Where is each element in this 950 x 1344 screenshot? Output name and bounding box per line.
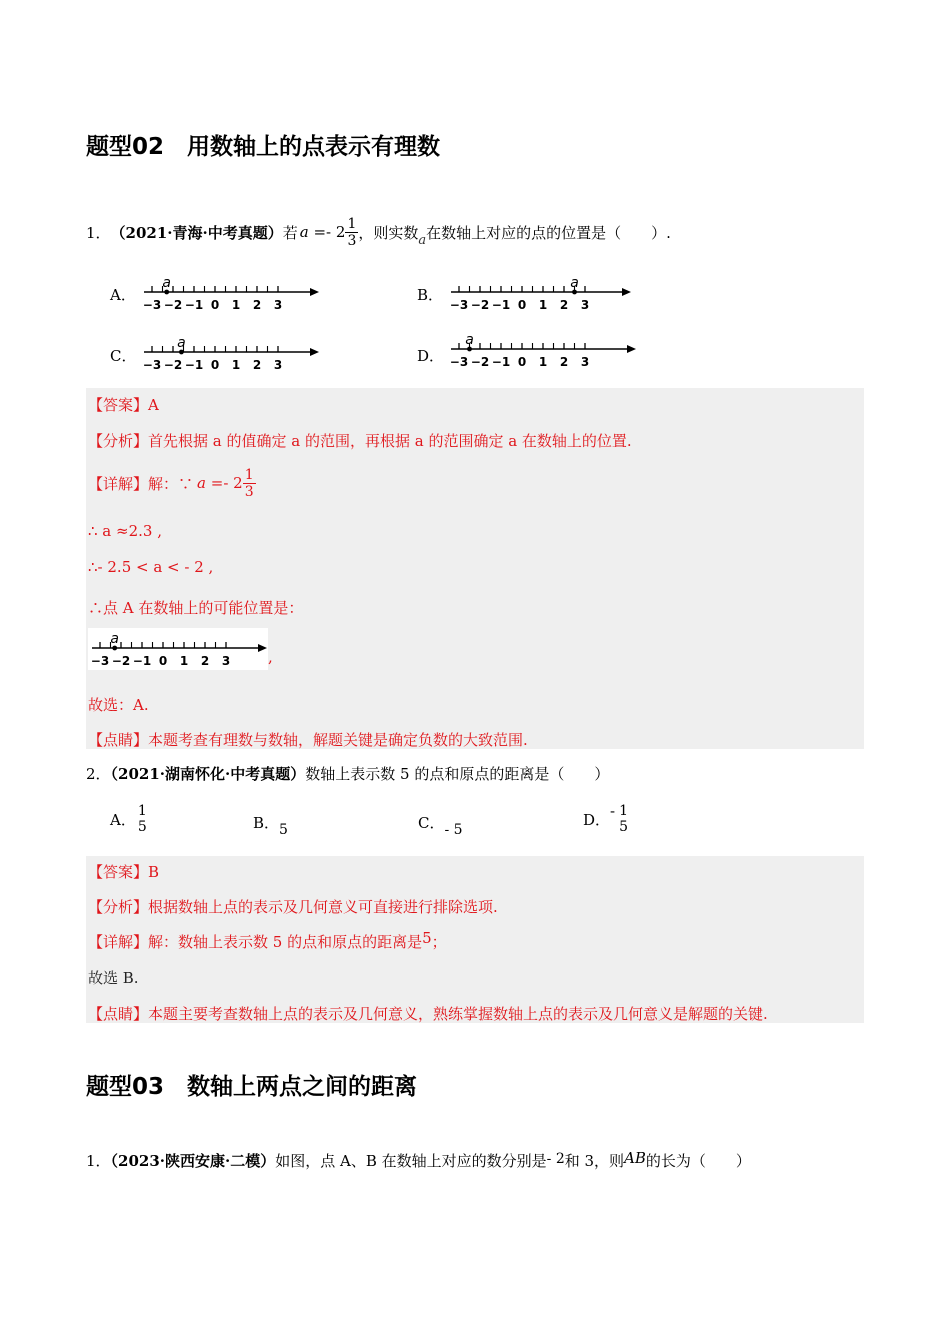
- detail-fraction: $\frac{1}{3}$: [244, 466, 254, 500]
- axis-tick-label: 0: [517, 355, 527, 369]
- number-line-step3: [88, 626, 268, 672]
- axis-tick-label: −2: [163, 298, 183, 312]
- axis-tick-label: −1: [491, 355, 511, 369]
- axis-tick-label: −3: [90, 654, 110, 668]
- axis-tick-label: 1: [538, 355, 548, 369]
- analysis-line-2: 【分析】根据数轴上点的表示及几何意义可直接进行排除选项.: [88, 898, 498, 916]
- axis-tick-label: 2: [559, 298, 569, 312]
- expr-fraction: $\frac{1}{3}$: [347, 215, 357, 249]
- axis-tick-label: 0: [210, 358, 220, 372]
- question-1: [86, 212, 671, 252]
- axis-arrow: [627, 345, 636, 353]
- axis-tick-label: 1: [231, 298, 241, 312]
- axis-arrow: [622, 288, 631, 296]
- axis-arrow: [258, 644, 267, 652]
- axis-arrow: [310, 348, 319, 356]
- axis-tick-label: 0: [210, 298, 220, 312]
- axis-tick-label: −2: [163, 358, 183, 372]
- expr-op: =- 2: [308, 223, 346, 241]
- axis-tick-label: −1: [184, 298, 204, 312]
- section-title-1: 题型02 用数轴上的点表示有理数: [86, 134, 441, 160]
- question-text: ，则实数: [358, 223, 419, 242]
- analysis-line: 【分析】首先根据 a 的值确定 a 的范围，再根据 a 的范围确定 a 在数轴上的位置.: [88, 432, 632, 450]
- step-3-comma: ,: [268, 648, 273, 666]
- axis-tick-label: 3: [580, 298, 590, 312]
- axis-tick-label: 1: [538, 298, 548, 312]
- axis-tick-label: −1: [132, 654, 152, 668]
- axis-tick-label: −3: [142, 298, 162, 312]
- option-d-label[interactable]: D．: [417, 347, 445, 365]
- option-c[interactable]: C．- 5: [418, 814, 463, 838]
- step-3: ∴点 A 在数轴上的可能位置是：: [88, 599, 304, 617]
- option-a-fraction: 1 5: [137, 803, 147, 835]
- axis-tick-label: −2: [470, 298, 490, 312]
- point-a-label: a: [110, 631, 119, 647]
- axis-tick-label: −3: [449, 298, 469, 312]
- section-title-2: 题型03 数轴上两点之间的距离: [86, 1074, 418, 1100]
- detail-line-2: 【详解】解：数轴上表示数 5 的点和原点的距离是5；: [88, 929, 447, 951]
- axis-tick-label: −1: [184, 358, 204, 372]
- axis-tick-label: −3: [142, 358, 162, 372]
- axis-tick-label: 1: [231, 358, 241, 372]
- number-line-a: [140, 270, 320, 316]
- option-a[interactable]: A． 1 5: [110, 803, 147, 835]
- option-d-fraction: 1 5: [619, 803, 629, 835]
- option-b[interactable]: B．5: [253, 814, 288, 838]
- expr-var: a: [299, 223, 309, 241]
- answer-line-2: 【答案】B: [88, 863, 160, 881]
- axis-tick-label: 3: [273, 358, 283, 372]
- question-source: （2021·青海·中考真题）: [110, 223, 283, 242]
- point-a-label: a: [177, 335, 186, 351]
- point-a-label: a: [570, 275, 579, 291]
- axis-tick-label: 1: [179, 654, 189, 668]
- step-2: ∴- 2.5 < a < - 2 ,: [88, 558, 214, 576]
- axis-tick-label: −1: [491, 298, 511, 312]
- step-1: ∴ a ≈2.3 ,: [88, 522, 162, 540]
- axis-tick-label: 2: [252, 358, 262, 372]
- axis-tick-label: −2: [470, 355, 490, 369]
- axis-tick-label: −2: [111, 654, 131, 668]
- point-a-label: a: [162, 275, 171, 291]
- axis-tick-label: 3: [580, 355, 590, 369]
- question-text: 若: [282, 223, 298, 242]
- option-c-label[interactable]: C．: [110, 347, 137, 365]
- axis-tick-label: −3: [449, 355, 469, 369]
- choose-line-2: 故选 B.: [88, 969, 139, 987]
- question-text: 在数轴上对应的点的位置是（ ）.: [426, 223, 671, 242]
- number-line-d: [447, 327, 637, 373]
- axis-tick-label: 0: [517, 298, 527, 312]
- question-var: a: [418, 232, 427, 248]
- number-line-c: [140, 330, 320, 376]
- option-b-label[interactable]: B．: [417, 286, 444, 304]
- axis-tick-label: 2: [252, 298, 262, 312]
- axis-tick-label: 2: [200, 654, 210, 668]
- answer-line: 【答案】A: [88, 396, 159, 414]
- question-2: 2．（2021·湖南怀化·中考真题）数轴上表示数 5 的点和原点的距离是（ ）: [86, 765, 610, 783]
- number-line-b: [447, 270, 632, 316]
- question-number: 1．: [86, 223, 111, 242]
- detail-line: 【详解】 解：∵ a =- 2 $\frac{1}{3}$: [88, 466, 254, 500]
- choose-line: 故选：A.: [88, 696, 149, 714]
- axis-tick-label: 3: [273, 298, 283, 312]
- option-a-label[interactable]: A．: [110, 286, 136, 304]
- comment-line: 【点睛】本题考查有理数与数轴，解题关键是确定负数的大致范围.: [88, 731, 528, 749]
- axis-tick-label: 3: [221, 654, 231, 668]
- question-3: 1．（2023·陕西安康·二模）如图，点 A、B 在数轴上对应的数分别是- 2和 3，则AB的长为（ ）: [86, 1149, 751, 1170]
- axis-arrow: [310, 288, 319, 296]
- comment-line-2: 【点睛】本题主要考查数轴上点的表示及几何意义，熟练掌握数轴上点的表示及几何意义是解题的关键.: [88, 1005, 768, 1023]
- axis-tick-label: 2: [559, 355, 569, 369]
- option-d[interactable]: D． - 1 5: [583, 802, 629, 835]
- axis-tick-label: 0: [158, 654, 168, 668]
- point-a-label: a: [465, 332, 474, 348]
